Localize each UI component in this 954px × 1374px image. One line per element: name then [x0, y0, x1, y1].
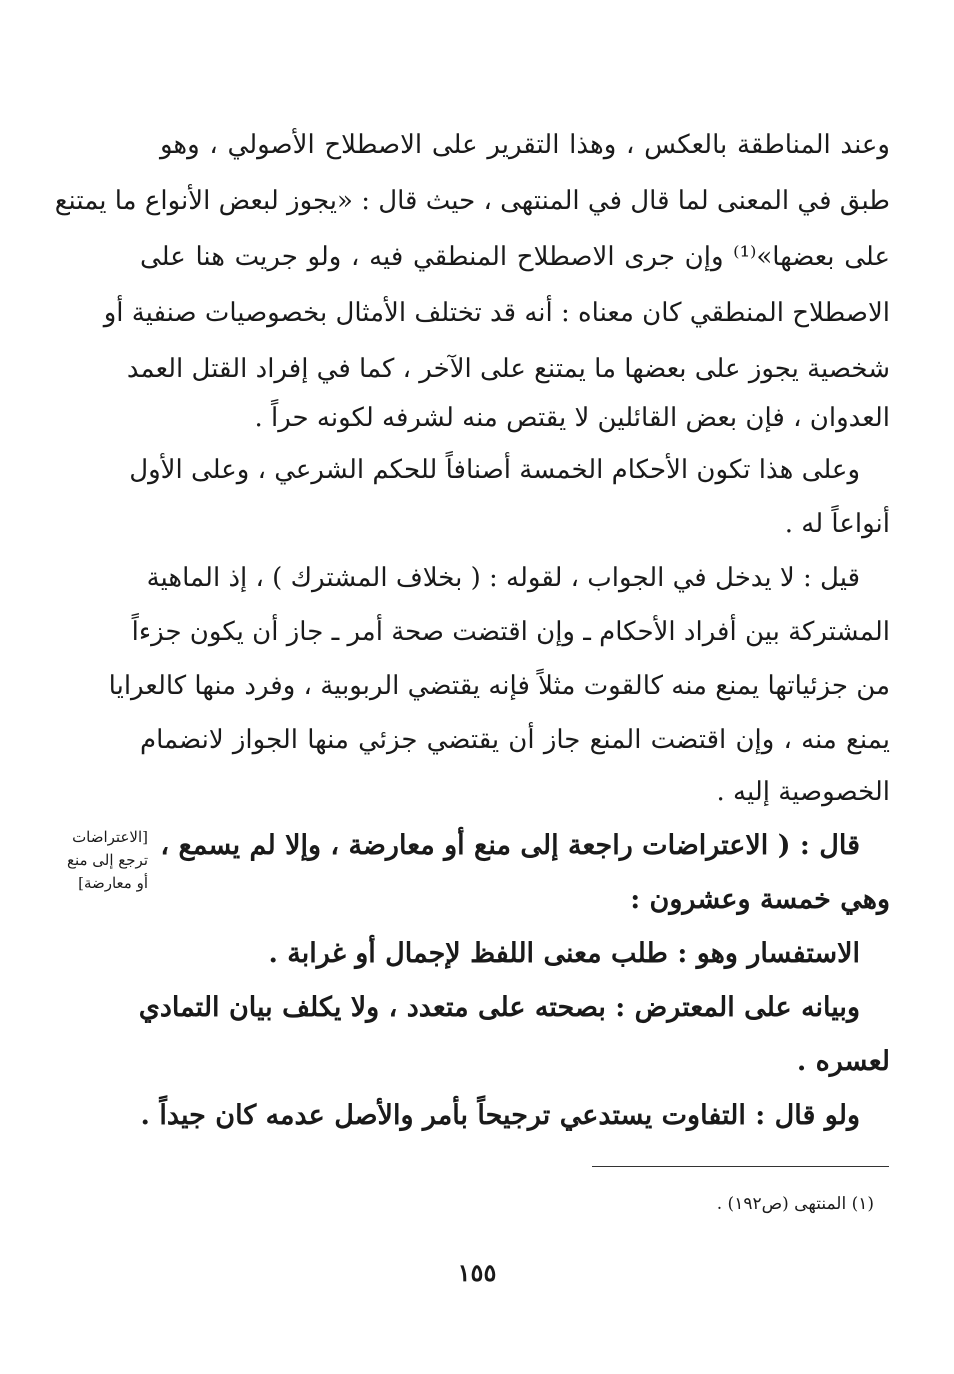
body-line: قيل : لا يدخل في الجواب ، لقوله : ( بخلاف المشترك ) ، إذ الماهية — [146, 563, 860, 593]
body-line: وعند المناطقة بالعكس ، وهذا التقرير على الاصطلاح الأصولي ، وهو — [160, 130, 890, 160]
margin-note-line: [الاعتراضات — [72, 828, 148, 846]
body-line: العدوان ، فإن بعض القائلين لا يقتص منه لشرفه لكونه حراً . — [254, 403, 890, 433]
quoted-line: وبيانه على المعترض : بصحته على متعدد ، ولا يكلف بيان التمادي — [138, 992, 860, 1023]
quoted-line: لعسره . — [796, 1046, 890, 1077]
footnote-separator — [592, 1166, 889, 1167]
body-line: أنواعاً له . — [784, 509, 890, 539]
page-number: ١٥٥ — [457, 1258, 497, 1287]
body-line: وعلى هذا تكون الأحكام الخمسة أصنافاً للحكم الشرعي ، وعلى الأول — [129, 455, 860, 485]
footnote: (١) المنتهى (ص١٩٢) . — [716, 1194, 874, 1214]
body-line: من جزئياتها يمنع منه كالقوت مثلاً فإنه يقتضي الربوبية ، وفرد منها كالعرايا — [108, 671, 890, 701]
body-line: يمنع منه ، وإن اقتضت المنع جاز أن يقتضي جزئي منها الجواز لانضمام — [140, 725, 890, 755]
quoted-line: قال : ( الاعتراضات راجعة إلى منع أو معارضة ، وإلا لم يسمع ، — [160, 830, 860, 861]
quoted-line: ولو قال : التفاوت يستدعي ترجيحاً بأمر والأصل عدمه كان جيداً . — [140, 1100, 860, 1131]
body-line: المشتركة بين أفراد الأحكام ـ وإن اقتضت صحة أمر ـ جاز أن يكون جزءاً — [131, 617, 890, 647]
body-line: طبق في المعنى لما قال في المنتهى ، حيث قال : «يجوز لبعض الأنواع ما يمتنع — [54, 186, 890, 216]
body-line: على بعضها»⁽¹⁾ وإن جرى الاصطلاح المنطقي فيه ، ولو جريت هنا على — [140, 242, 890, 272]
margin-note — [67, 826, 148, 895]
body-line: شخصية يجوز على بعضها ما يمتنع على الآخر ، كما في إفراد القتل العمد — [126, 354, 890, 384]
quoted-line: الاستفسار وهو : طلب معنى اللفظ لإجمال أو غرابة . — [268, 938, 860, 969]
body-line: الخصوصية إليه . — [716, 777, 890, 807]
margin-note-line: ترجع إلى منع — [66, 851, 148, 869]
body-line: الاصطلاح المنطقي كان معناه : أنه قد تختلف الأمثال بخصوصيات صنفية أو — [103, 298, 890, 328]
margin-note-line: أو معارضة] — [78, 874, 148, 892]
quoted-line: وهي خمسة وعشرون : — [630, 884, 890, 915]
